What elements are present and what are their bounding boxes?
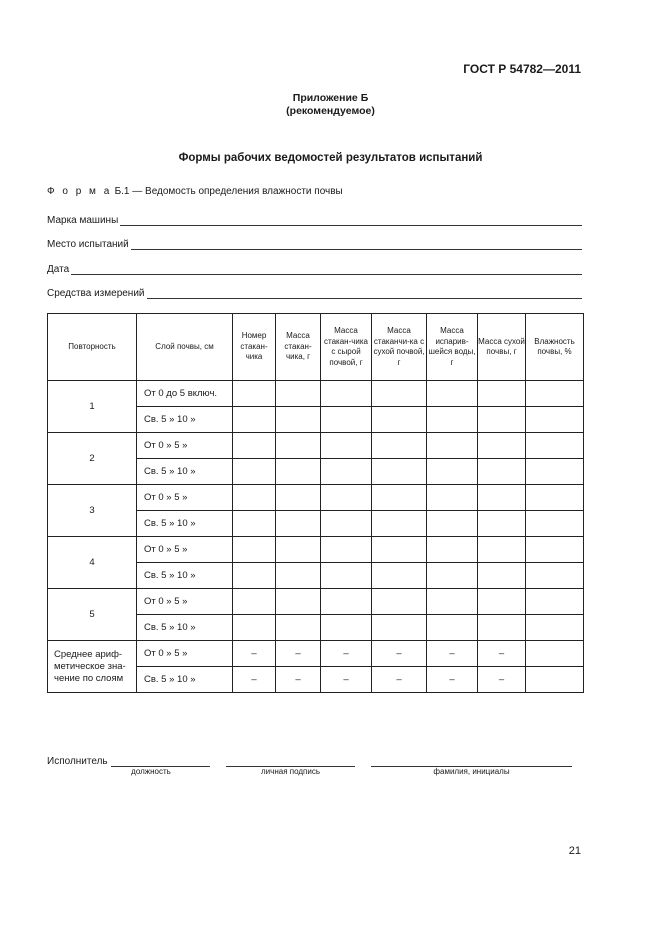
repetition-cell: 5 xyxy=(48,589,137,641)
data-cell[interactable] xyxy=(276,615,321,641)
dash-cell: – xyxy=(233,641,276,667)
data-cell[interactable] xyxy=(526,589,584,615)
data-cell[interactable] xyxy=(233,381,276,407)
layer-cell: Св. 5 » 10 » xyxy=(137,407,233,433)
data-cell[interactable] xyxy=(478,563,526,589)
data-cell[interactable] xyxy=(372,485,427,511)
dash-cell: – xyxy=(321,641,372,667)
data-cell[interactable] xyxy=(372,511,427,537)
field-machine-brand[interactable] xyxy=(47,212,582,226)
data-cell[interactable] xyxy=(321,459,372,485)
repetition-cell: 3 xyxy=(48,485,137,537)
form-prefix: Ф о р м а xyxy=(47,186,112,197)
header-cup-number: Номер стакан-чика xyxy=(233,314,276,381)
data-cell[interactable] xyxy=(276,563,321,589)
data-cell[interactable] xyxy=(526,641,584,667)
field-label: Средства измерений xyxy=(47,288,145,299)
header-repetition: Повторность xyxy=(48,314,137,381)
data-cell[interactable] xyxy=(478,485,526,511)
section-heading: Формы рабочих ведомостей результатов испытаний xyxy=(178,152,483,164)
field-test-site[interactable] xyxy=(47,236,582,250)
field-label: Дата xyxy=(47,264,70,275)
layer-cell: От 0 до 5 включ. xyxy=(137,381,233,407)
header-soil-moisture: Влажность почвы, % xyxy=(526,314,584,381)
data-cell[interactable] xyxy=(526,407,584,433)
field-label: Марка машины xyxy=(47,215,119,226)
table-row xyxy=(48,537,584,563)
dash-cell: – xyxy=(321,667,372,693)
data-cell[interactable] xyxy=(233,615,276,641)
layer-cell: Св. 5 » 10 » xyxy=(137,459,233,485)
data-cell[interactable] xyxy=(321,537,372,563)
header-mass-wet-soil: Масса стакан-чика с сырой почвой, г xyxy=(321,314,372,381)
data-cell[interactable] xyxy=(478,589,526,615)
dash-cell: – xyxy=(427,641,478,667)
data-cell[interactable] xyxy=(233,589,276,615)
data-cell[interactable] xyxy=(276,433,321,459)
data-cell[interactable] xyxy=(427,589,478,615)
data-cell[interactable] xyxy=(526,667,584,693)
repetition-cell: 1 xyxy=(48,381,137,433)
appendix-block xyxy=(0,92,661,118)
data-cell[interactable] xyxy=(478,407,526,433)
data-cell[interactable] xyxy=(321,433,372,459)
data-cell[interactable] xyxy=(276,511,321,537)
data-cell[interactable] xyxy=(276,589,321,615)
data-cell[interactable] xyxy=(233,433,276,459)
data-cell[interactable] xyxy=(526,563,584,589)
repetition-cell: 2 xyxy=(48,433,137,485)
data-cell[interactable] xyxy=(321,615,372,641)
table-row xyxy=(48,589,584,615)
data-cell[interactable] xyxy=(321,563,372,589)
form-caption xyxy=(47,186,343,197)
layer-cell: Св. 5 » 10 » xyxy=(137,615,233,641)
layer-cell: От 0 » 5 » xyxy=(137,485,233,511)
layer-cell: От 0 » 5 » xyxy=(137,433,233,459)
field-value[interactable] xyxy=(120,215,582,226)
dash-cell: – xyxy=(372,667,427,693)
average-row xyxy=(48,641,584,667)
layer-cell: Св. 5 » 10 » xyxy=(137,667,233,693)
dash-cell: – xyxy=(233,667,276,693)
data-cell[interactable] xyxy=(478,433,526,459)
dash-cell: – xyxy=(427,667,478,693)
data-cell[interactable] xyxy=(478,615,526,641)
caption-name: фамилия, инициалы xyxy=(433,767,510,776)
field-date[interactable] xyxy=(47,261,582,275)
field-label: Место испытаний xyxy=(47,239,129,250)
data-cell[interactable] xyxy=(372,381,427,407)
data-cell[interactable] xyxy=(276,485,321,511)
data-cell[interactable] xyxy=(233,407,276,433)
dash-cell: – xyxy=(478,667,526,693)
repetition-cell: 4 xyxy=(48,537,137,589)
field-measuring-instruments[interactable] xyxy=(47,285,582,299)
data-cell[interactable] xyxy=(233,485,276,511)
data-cell[interactable] xyxy=(526,381,584,407)
header-soil-layer: Слой почвы, см xyxy=(137,314,233,381)
field-value[interactable] xyxy=(71,264,582,275)
layer-cell: Св. 5 » 10 » xyxy=(137,511,233,537)
data-cell[interactable] xyxy=(321,589,372,615)
data-cell[interactable] xyxy=(372,407,427,433)
average-label-cell: Среднее ариф-метическое зна-чение по слоям xyxy=(48,641,137,693)
data-cell[interactable] xyxy=(276,537,321,563)
data-cell[interactable] xyxy=(427,459,478,485)
data-cell[interactable] xyxy=(276,459,321,485)
data-cell[interactable] xyxy=(372,537,427,563)
header-dry-soil-mass: Масса сухой почвы, г xyxy=(478,314,526,381)
field-value[interactable] xyxy=(147,288,582,299)
data-cell[interactable] xyxy=(233,459,276,485)
caption-position: должность xyxy=(131,767,171,776)
standard-number: ГОСТ Р 54782—2011 xyxy=(463,62,581,76)
data-cell[interactable] xyxy=(478,511,526,537)
field-value[interactable] xyxy=(131,239,582,250)
header-cup-mass: Масса стакан-чика, г xyxy=(276,314,321,381)
data-cell[interactable] xyxy=(372,615,427,641)
table-row xyxy=(48,485,584,511)
header-mass-dry-soil-cup: Масса стаканчи-ка с сухой почвой, г xyxy=(372,314,427,381)
data-cell[interactable] xyxy=(478,381,526,407)
data-cell[interactable] xyxy=(526,537,584,563)
appendix-subtitle: (рекомендуемое) xyxy=(286,105,375,117)
data-cell[interactable] xyxy=(321,407,372,433)
layer-cell: От 0 » 5 » xyxy=(137,641,233,667)
dash-cell: – xyxy=(276,667,321,693)
data-cell[interactable] xyxy=(233,511,276,537)
data-cell[interactable] xyxy=(478,459,526,485)
layer-cell: От 0 » 5 » xyxy=(137,537,233,563)
table-row xyxy=(48,381,584,407)
dash-cell: – xyxy=(478,641,526,667)
dash-cell: – xyxy=(276,641,321,667)
dash-cell: – xyxy=(372,641,427,667)
data-cell[interactable] xyxy=(427,485,478,511)
layer-cell: Св. 5 » 10 » xyxy=(137,563,233,589)
table-header-row xyxy=(48,314,584,381)
form-title: — Ведомость определения влажности почвы xyxy=(132,186,343,197)
data-cell[interactable] xyxy=(321,485,372,511)
data-cell[interactable] xyxy=(526,433,584,459)
data-cell[interactable] xyxy=(372,459,427,485)
data-cell[interactable] xyxy=(427,615,478,641)
data-cell[interactable] xyxy=(427,563,478,589)
table-row xyxy=(48,433,584,459)
data-cell[interactable] xyxy=(526,615,584,641)
data-cell[interactable] xyxy=(372,589,427,615)
data-cell[interactable] xyxy=(526,459,584,485)
data-cell[interactable] xyxy=(321,511,372,537)
data-cell[interactable] xyxy=(427,511,478,537)
data-cell[interactable] xyxy=(372,433,427,459)
header-evaporated-water: Масса испарив-шейся воды, г xyxy=(427,314,478,381)
page-number: 21 xyxy=(568,845,581,857)
layer-cell: От 0 » 5 » xyxy=(137,589,233,615)
data-cell[interactable] xyxy=(233,563,276,589)
moisture-table xyxy=(47,313,584,693)
data-cell[interactable] xyxy=(276,407,321,433)
data-cell[interactable] xyxy=(526,485,584,511)
signature-label: Исполнитель xyxy=(47,756,108,767)
data-cell[interactable] xyxy=(427,407,478,433)
data-cell[interactable] xyxy=(233,537,276,563)
data-cell[interactable] xyxy=(427,381,478,407)
data-cell[interactable] xyxy=(526,511,584,537)
data-cell[interactable] xyxy=(276,381,321,407)
appendix-title: Приложение Б xyxy=(292,92,369,104)
data-cell[interactable] xyxy=(372,563,427,589)
data-cell[interactable] xyxy=(321,381,372,407)
data-cell[interactable] xyxy=(478,537,526,563)
data-cell[interactable] xyxy=(427,537,478,563)
caption-signature: личная подпись xyxy=(261,767,320,776)
data-cell[interactable] xyxy=(427,433,478,459)
form-number: Б.1 xyxy=(114,186,130,197)
